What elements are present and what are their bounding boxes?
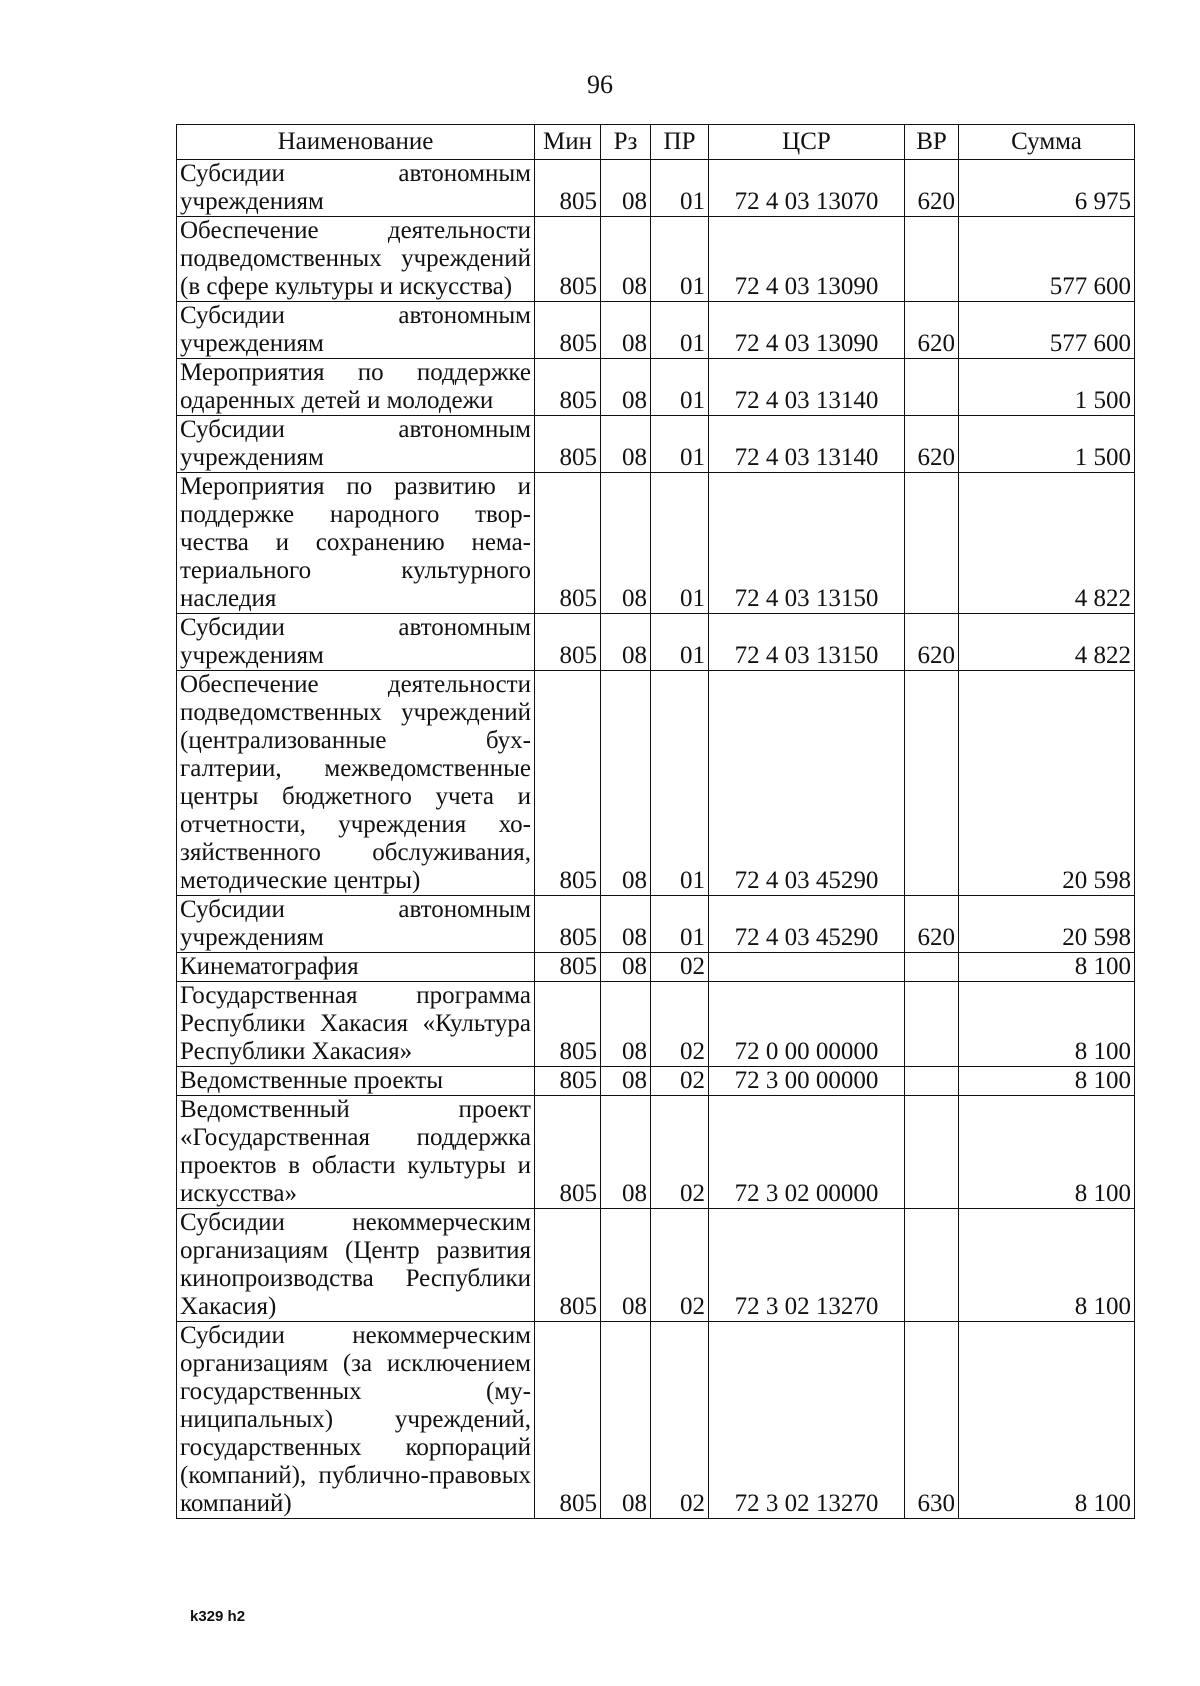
table-row bbox=[177, 416, 1135, 473]
cell-name: Ведомственный проект «Государственная поддержка проектов в области культуры и искусства» bbox=[177, 1096, 535, 1209]
cell-min: 805 bbox=[535, 160, 601, 217]
cell-vr: 620 bbox=[905, 302, 959, 359]
cell-rz: 08 bbox=[601, 1322, 651, 1519]
table-row bbox=[177, 473, 1135, 614]
cell-pr: 02 bbox=[651, 1322, 709, 1519]
cell-pr: 01 bbox=[651, 160, 709, 217]
cell-csr: 72 3 00 00000 bbox=[709, 1067, 905, 1096]
cell-min: 805 bbox=[535, 614, 601, 671]
cell-csr: 72 4 03 13090 bbox=[709, 217, 905, 302]
cell-vr: 620 bbox=[905, 896, 959, 953]
cell-vr: 620 bbox=[905, 614, 959, 671]
table-row bbox=[177, 614, 1135, 671]
cell-rz: 08 bbox=[601, 1209, 651, 1322]
cell-name: Кинематография bbox=[177, 953, 535, 982]
cell-sum: 6 975 bbox=[959, 160, 1135, 217]
cell-sum: 8 100 bbox=[959, 1096, 1135, 1209]
cell-vr bbox=[905, 217, 959, 302]
table-row bbox=[177, 302, 1135, 359]
cell-rz: 08 bbox=[601, 217, 651, 302]
cell-min: 805 bbox=[535, 1067, 601, 1096]
cell-rz: 08 bbox=[601, 982, 651, 1067]
cell-name: Государственная программа Республики Хакасия «Культура Республики Хакасия» bbox=[177, 982, 535, 1067]
cell-vr: 620 bbox=[905, 416, 959, 473]
cell-min: 805 bbox=[535, 359, 601, 416]
cell-pr: 02 bbox=[651, 1209, 709, 1322]
cell-min: 805 bbox=[535, 1322, 601, 1519]
cell-rz: 08 bbox=[601, 359, 651, 416]
header-rz: Рз bbox=[601, 125, 651, 160]
cell-sum: 4 822 bbox=[959, 614, 1135, 671]
cell-sum: 8 100 bbox=[959, 1209, 1135, 1322]
cell-rz: 08 bbox=[601, 614, 651, 671]
cell-vr bbox=[905, 953, 959, 982]
footer-code: k329 h2 bbox=[190, 1608, 246, 1625]
cell-name: Мероприятия по поддержке одаренных детей и молодежи bbox=[177, 359, 535, 416]
cell-pr: 01 bbox=[651, 473, 709, 614]
cell-rz: 08 bbox=[601, 416, 651, 473]
cell-csr: 72 4 03 45290 bbox=[709, 896, 905, 953]
cell-sum: 577 600 bbox=[959, 302, 1135, 359]
table-row bbox=[177, 1067, 1135, 1096]
cell-csr: 72 4 03 13090 bbox=[709, 302, 905, 359]
cell-sum: 8 100 bbox=[959, 982, 1135, 1067]
cell-csr: 72 4 03 45290 bbox=[709, 671, 905, 896]
cell-min: 805 bbox=[535, 1209, 601, 1322]
table-header-row bbox=[177, 125, 1135, 160]
cell-rz: 08 bbox=[601, 896, 651, 953]
cell-pr: 02 bbox=[651, 953, 709, 982]
cell-csr: 72 4 03 13150 bbox=[709, 473, 905, 614]
cell-pr: 01 bbox=[651, 896, 709, 953]
cell-sum: 8 100 bbox=[959, 1067, 1135, 1096]
cell-sum: 20 598 bbox=[959, 896, 1135, 953]
cell-vr bbox=[905, 1067, 959, 1096]
table-row bbox=[177, 896, 1135, 953]
cell-min: 805 bbox=[535, 473, 601, 614]
table-row bbox=[177, 1209, 1135, 1322]
cell-min: 805 bbox=[535, 302, 601, 359]
cell-min: 805 bbox=[535, 416, 601, 473]
budget-table bbox=[176, 124, 1135, 1519]
cell-vr bbox=[905, 473, 959, 614]
cell-pr: 02 bbox=[651, 1096, 709, 1209]
table-row bbox=[177, 1322, 1135, 1519]
table-row bbox=[177, 671, 1135, 896]
cell-pr: 01 bbox=[651, 416, 709, 473]
cell-csr: 72 4 03 13140 bbox=[709, 416, 905, 473]
cell-pr: 01 bbox=[651, 359, 709, 416]
cell-min: 805 bbox=[535, 1096, 601, 1209]
cell-sum: 20 598 bbox=[959, 671, 1135, 896]
cell-sum: 8 100 bbox=[959, 953, 1135, 982]
cell-vr bbox=[905, 671, 959, 896]
cell-min: 805 bbox=[535, 896, 601, 953]
cell-vr bbox=[905, 359, 959, 416]
cell-rz: 08 bbox=[601, 671, 651, 896]
cell-name: Мероприятия по развитию и поддержке народного творчества и сохранению нематериального культурного наследия bbox=[177, 473, 535, 614]
cell-pr: 01 bbox=[651, 302, 709, 359]
cell-name: Субсидии некоммерческим организациям (Центр развития кинопроизводства Республики Хакасия) bbox=[177, 1209, 535, 1322]
cell-name: Субсидии некоммерческим организациям (за исключением государственных (муниципальных) учреждений, государственных корпораций (компаний), публично-правовых компаний) bbox=[177, 1322, 535, 1519]
cell-name: Субсидии автономным учреждениям bbox=[177, 302, 535, 359]
cell-sum: 4 822 bbox=[959, 473, 1135, 614]
header-csr: ЦСР bbox=[709, 125, 905, 160]
cell-sum: 1 500 bbox=[959, 359, 1135, 416]
header-vr: ВР bbox=[905, 125, 959, 160]
table-body bbox=[177, 160, 1135, 1519]
cell-name: Субсидии автономным учреждениям bbox=[177, 160, 535, 217]
table-row bbox=[177, 217, 1135, 302]
cell-name: Субсидии автономным учреждениям bbox=[177, 416, 535, 473]
header-min: Мин bbox=[535, 125, 601, 160]
cell-vr bbox=[905, 1209, 959, 1322]
header-sum: Сумма bbox=[959, 125, 1135, 160]
cell-pr: 01 bbox=[651, 671, 709, 896]
cell-rz: 08 bbox=[601, 1096, 651, 1209]
cell-min: 805 bbox=[535, 671, 601, 896]
table-row bbox=[177, 1096, 1135, 1209]
cell-csr: 72 3 02 00000 bbox=[709, 1096, 905, 1209]
cell-rz: 08 bbox=[601, 953, 651, 982]
cell-csr: 72 3 02 13270 bbox=[709, 1209, 905, 1322]
table-row bbox=[177, 953, 1135, 982]
cell-name: Обеспечение деятельности подведомственных учреждений (в сфере культуры и искусства) bbox=[177, 217, 535, 302]
cell-name: Субсидии автономным учреждениям bbox=[177, 614, 535, 671]
cell-rz: 08 bbox=[601, 1067, 651, 1096]
cell-sum: 577 600 bbox=[959, 217, 1135, 302]
cell-sum: 1 500 bbox=[959, 416, 1135, 473]
cell-vr bbox=[905, 982, 959, 1067]
page-number: 96 bbox=[587, 70, 613, 99]
table-row bbox=[177, 982, 1135, 1067]
cell-min: 805 bbox=[535, 982, 601, 1067]
cell-csr: 72 4 03 13070 bbox=[709, 160, 905, 217]
cell-csr bbox=[709, 953, 905, 982]
cell-pr: 01 bbox=[651, 217, 709, 302]
table-row bbox=[177, 160, 1135, 217]
cell-csr: 72 0 00 00000 bbox=[709, 982, 905, 1067]
cell-pr: 01 bbox=[651, 614, 709, 671]
cell-csr: 72 3 02 13270 bbox=[709, 1322, 905, 1519]
cell-csr: 72 4 03 13140 bbox=[709, 359, 905, 416]
header-name: Наименование bbox=[177, 125, 535, 160]
cell-pr: 02 bbox=[651, 982, 709, 1067]
cell-csr: 72 4 03 13150 bbox=[709, 614, 905, 671]
cell-name: Ведомственные проекты bbox=[177, 1067, 535, 1096]
cell-vr: 620 bbox=[905, 160, 959, 217]
cell-min: 805 bbox=[535, 953, 601, 982]
cell-rz: 08 bbox=[601, 473, 651, 614]
table-row bbox=[177, 359, 1135, 416]
cell-sum: 8 100 bbox=[959, 1322, 1135, 1519]
cell-name: Субсидии автономным учреждениям bbox=[177, 896, 535, 953]
cell-vr: 630 bbox=[905, 1322, 959, 1519]
header-pr: ПР bbox=[651, 125, 709, 160]
cell-min: 805 bbox=[535, 217, 601, 302]
cell-pr: 02 bbox=[651, 1067, 709, 1096]
cell-rz: 08 bbox=[601, 160, 651, 217]
cell-vr bbox=[905, 1096, 959, 1209]
cell-rz: 08 bbox=[601, 302, 651, 359]
cell-name: Обеспечение деятельности подведомственных учреждений (централизованные бухгалтерии, межведомственные центры бюджетного учета и отчетности, учреждения хозяйственного обслуживания, методические центры) bbox=[177, 671, 535, 896]
